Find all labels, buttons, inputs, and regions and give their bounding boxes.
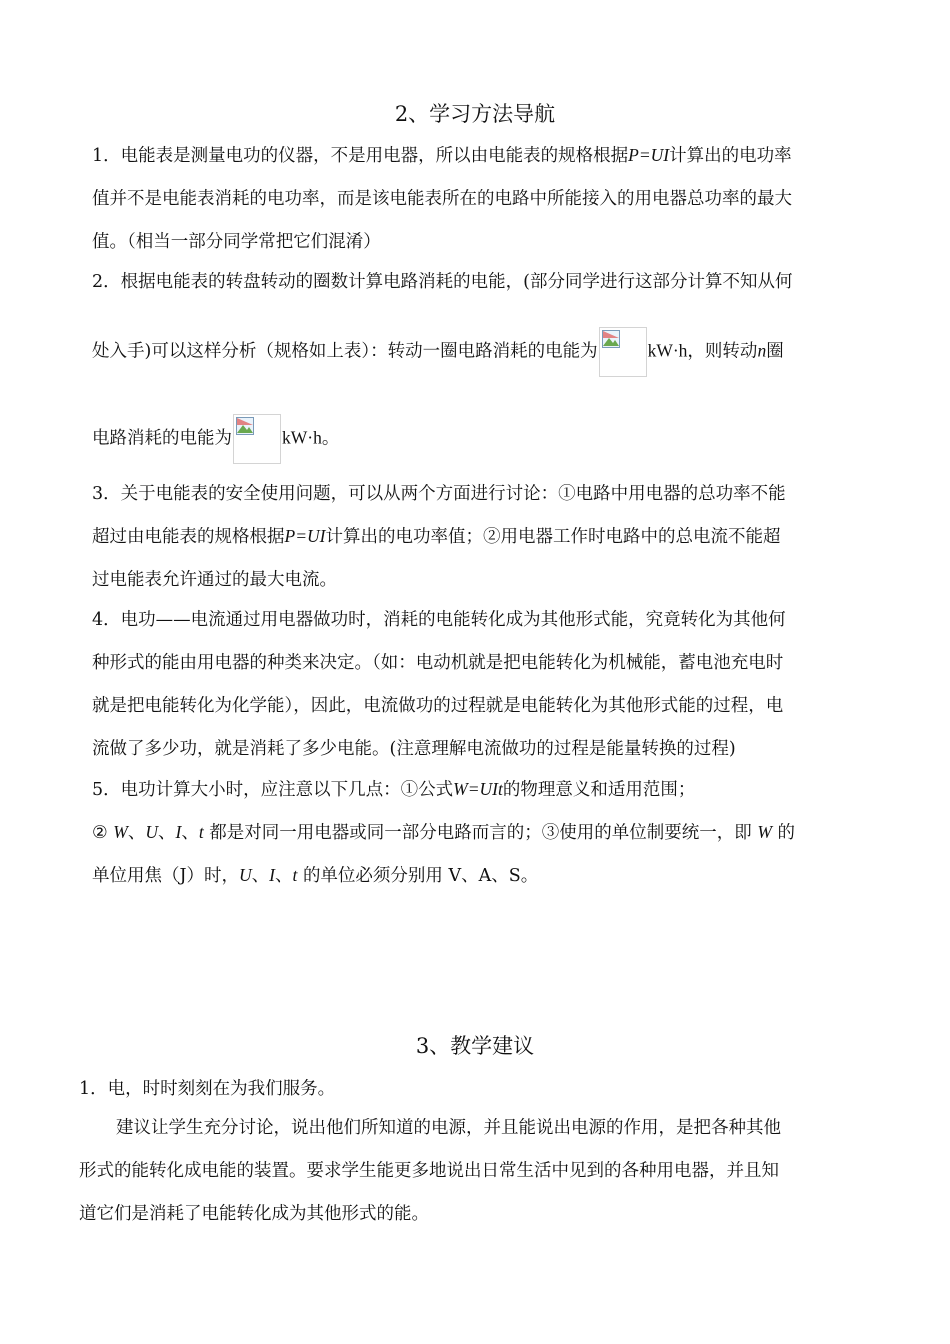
broken-image-icon <box>236 417 254 435</box>
item-4-line-4: 流做了多少功，就是消耗了多少电能。(注意理解电流做功的过程是能量转换的过程) <box>92 739 736 759</box>
item-2-line-1: 2．根据电能表的转盘转动的圈数计算电路消耗的电能，(部分同学进行这部分计算不知从何 <box>92 272 793 292</box>
item-3-line-2: 超过由电能表的规格根据P=UI计算出的电功率值；②用电器工作时电路中的总电流不能超 <box>92 526 781 547</box>
item-5-line-3: 单位用焦（J）时，U、I、t 的单位必须分别用 V、A、S。 <box>92 865 539 886</box>
item-4-line-1: 4．电功——电流通过用电器做功时，消耗的电能转化成为其他形式能，究竟转化为其他何 <box>92 610 786 630</box>
item-1-line-2: 值并不是电能表消耗的电功率，而是该电能表所在的电路中所能接入的用电器总功率的最大 <box>92 189 792 209</box>
item-2-line-2: 处入手)可以这样分析（规格如上表）：转动一圈电路消耗的电能为 kW·h，则转动n圈 <box>92 327 784 377</box>
item-5-line-1: 5．电功计算大小时，应注意以下几点：①公式W=UIt的物理意义和适用范围； <box>92 779 696 800</box>
item-2-line-3: 电路消耗的电能为 kW·h。 <box>92 414 339 464</box>
item-1-line-3: 值。（相当一部分同学常把它们混淆） <box>92 232 381 252</box>
suggestion-1-line-2: 形式的能转化成电能的装置。要求学生能更多地说出日常生活中见到的各种用电器，并且知 <box>79 1161 779 1181</box>
formula-image-placeholder-1 <box>599 327 647 377</box>
item-5-line-2: ② W、U、I、t 都是对同一用电器或同一部分电路而言的；③使用的单位制要统一，即 W 的 <box>92 822 796 843</box>
item-1-line-1: 1．电能表是测量电功的仪器，不是用电器，所以由电能表的规格根据P=UI计算出的电功率 <box>92 145 792 166</box>
suggestion-1-title: 1．电，时时刻刻在为我们服务。 <box>79 1079 336 1099</box>
section-heading-teaching-suggestions: 3、教学建议 <box>415 1034 535 1058</box>
suggestion-1-line-3: 道它们是消耗了电能转化成为其他形式的能。 <box>79 1204 429 1224</box>
suggestion-1-line-1: 建议让学生充分讨论，说出他们所知道的电源，并且能说出电源的作用，是把各种其他 <box>116 1118 781 1138</box>
item-4-line-2: 种形式的能由用电器的种类来决定。（如：电动机就是把电能转化为机械能，蓄电池充电时 <box>92 653 784 673</box>
broken-image-icon <box>602 330 620 348</box>
item-3-line-1: 3．关于电能表的安全使用问题，可以从两个方面进行讨论：①电路中用电器的总功率不能 <box>92 484 786 504</box>
item-4-line-3: 就是把电能转化为化学能），因此，电流做功的过程就是电能转化为其他形式能的过程，电 <box>92 696 784 716</box>
section-heading-study-methods: 2、学习方法导航 <box>394 102 556 126</box>
formula-image-placeholder-2 <box>233 414 281 464</box>
item-3-line-3: 过电能表允许通过的最大电流。 <box>92 570 337 590</box>
formula-p-ui: P=UI <box>628 145 670 165</box>
